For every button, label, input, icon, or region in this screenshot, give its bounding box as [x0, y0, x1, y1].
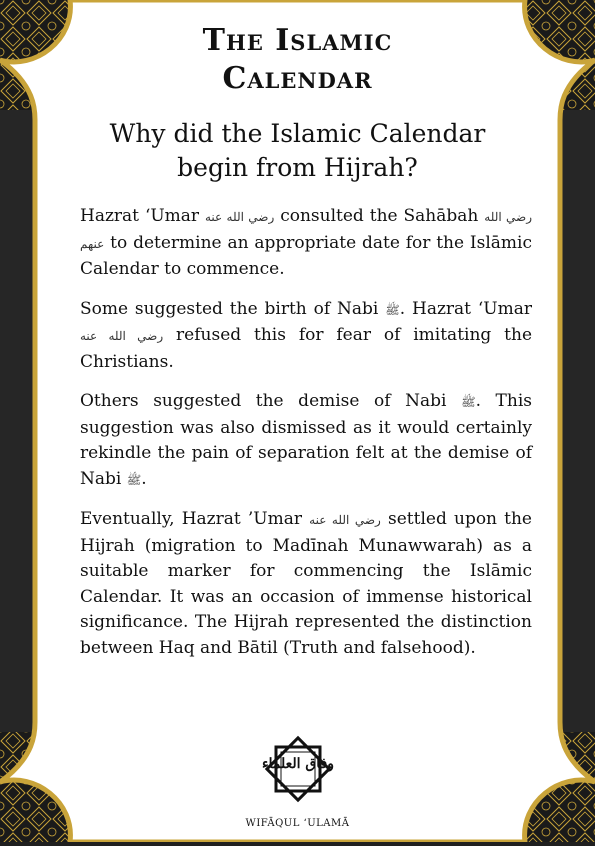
paragraph-2-text-a: Some suggested the birth of Nabi [80, 298, 379, 319]
honorific-umar-1: رضي الله عنه [205, 210, 275, 224]
honorific-umar-2: رضي الله عنه [80, 329, 164, 343]
honorific-nabi-2: ﷺ [461, 395, 476, 409]
honorific-nabi-3: ﷺ [126, 472, 142, 487]
paragraph-3-text-b: . This suggestion was also dismissed as it would certainly rekindle the pain of separation felt at the demise of Nabi [80, 391, 532, 489]
article-body [80, 204, 532, 675]
paragraph-4 [80, 507, 532, 661]
paragraph-4-text-a: Eventually, Hazrat ’Umar [80, 509, 302, 529]
title-line-2: Calendar [222, 61, 373, 96]
paragraph-1-text-c: to determine an appropriate date for the Islāmic Calendar to commence. [80, 232, 533, 279]
subtitle-line-1: Why did the Islamic Calendar [109, 119, 486, 148]
paragraph-3 [80, 389, 532, 493]
honorific-sahabah: رضي الله عنهم [80, 210, 533, 251]
paragraph-4-text-b: settled upon the Hijrah (migration to Madīnah Munawwarah) as a suitable marker for commencing the Islāmic Calendar. It was an occasion of immense historical significance. The Hijrah represented the distinction between Haq and Bātil (Truth and falsehood). [80, 509, 532, 658]
honorific-nabi-1: ﷺ [385, 302, 400, 317]
paragraph-2-text-c: refused this for fear of imitating the Christians. [80, 325, 533, 372]
paragraph-1 [80, 204, 532, 283]
paragraph-1-text-b: consulted the Sahābah [280, 206, 479, 226]
page-title [0, 22, 595, 98]
page-subtitle [0, 117, 595, 185]
paragraph-2-text-b: . Hazrat ‘Umar [399, 298, 532, 319]
paragraph-3-text-a: Others suggested the demise of Nabi [80, 391, 447, 411]
paragraph-3-text-c: . [141, 468, 147, 489]
logo-label: WIFĀQUL ‘ULAMĀ [245, 818, 350, 829]
honorific-umar-3: رضي الله عنه [309, 513, 381, 527]
subtitle-line-2: begin from Hijrah? [177, 153, 418, 182]
paragraph-2 [80, 297, 532, 376]
logo-arabic-script: وفاق العلماء [262, 756, 334, 772]
title-line-1: The Islamic [202, 23, 393, 58]
paragraph-1-text-a: Hazrat ‘Umar [80, 206, 200, 226]
